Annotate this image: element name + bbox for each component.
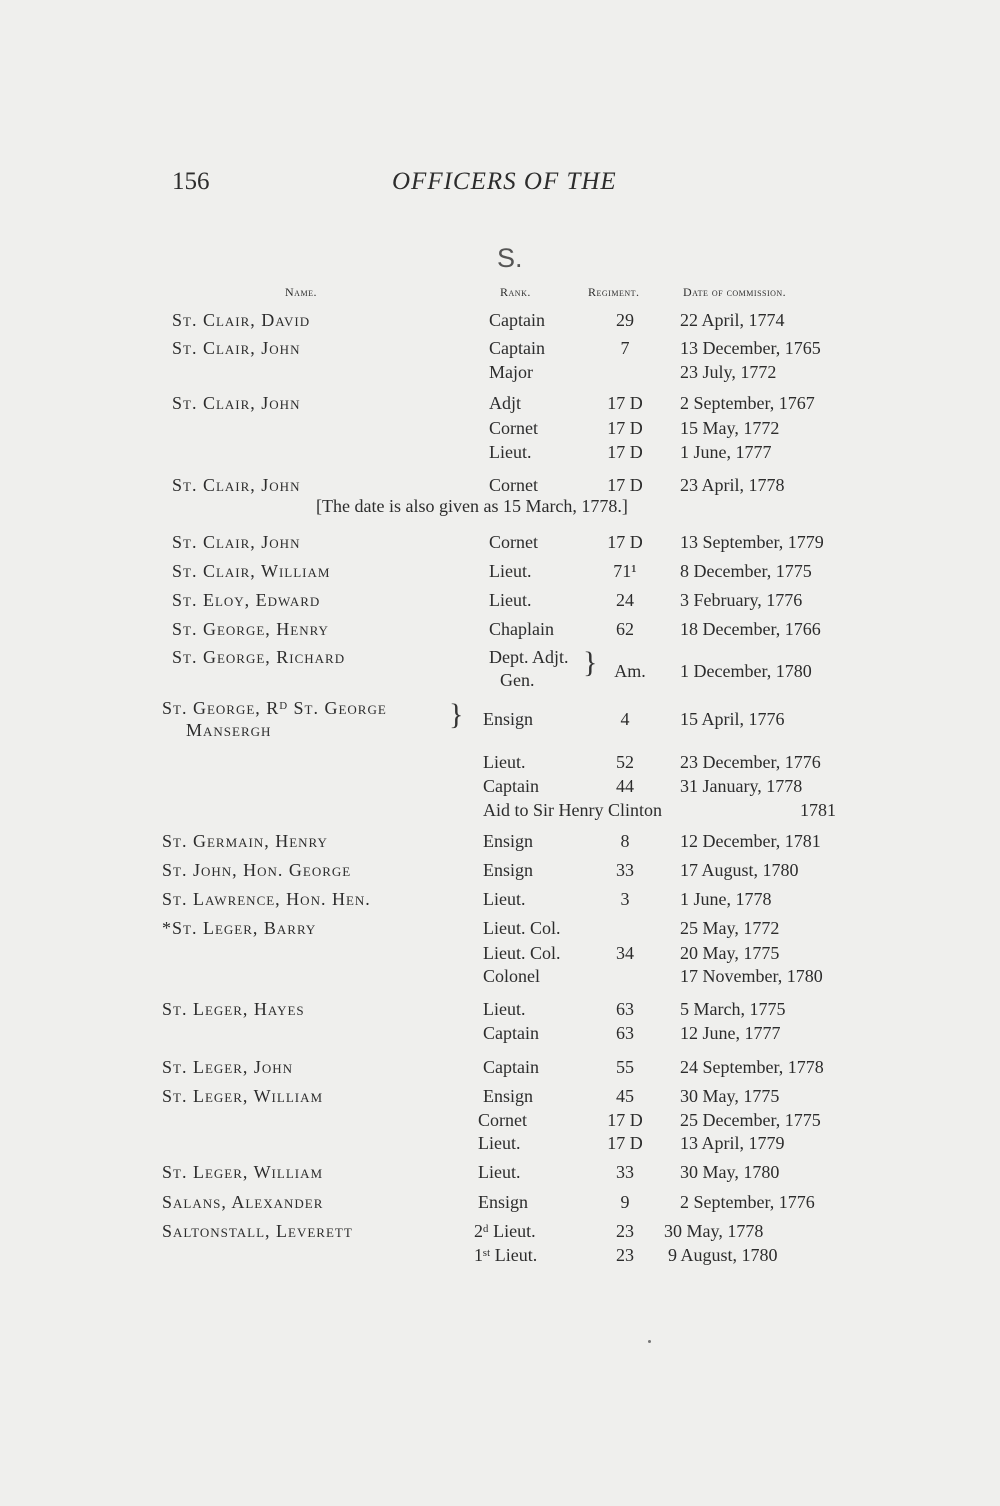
officer-name: St. Lawrence, Hon. Hen.	[162, 889, 371, 909]
commission-date: 1781	[800, 800, 836, 820]
table-row	[0, 310, 1000, 334]
table-row	[0, 362, 1000, 386]
officer-name: Saltonstall, Leverett	[162, 1221, 353, 1241]
regiment: 8	[620, 831, 630, 851]
commission-date: 8 December, 1775	[680, 561, 812, 581]
regiment: 33	[616, 860, 634, 880]
rank: Lieut. Col.	[483, 918, 561, 938]
running-title: OFFICERS OF THE	[392, 168, 617, 195]
officer-name: St. Clair, John	[172, 475, 301, 495]
regiment: 63	[616, 999, 634, 1019]
rank: Captain	[483, 1023, 539, 1043]
rank: Colonel	[483, 966, 540, 986]
table-row	[0, 418, 1000, 442]
table-row	[0, 1162, 1000, 1186]
rank: 1ˢᵗ Lieut.	[474, 1245, 538, 1265]
rank: Lieut.	[483, 752, 526, 772]
rank: Ensign	[483, 709, 534, 729]
officer-name: St. Leger, Hayes	[162, 999, 305, 1019]
commission-date: 30 May, 1780	[680, 1162, 780, 1182]
column-header-date: date of commission.	[683, 285, 787, 299]
rank: Ensign	[478, 1192, 529, 1212]
column-header-rank: rank.	[500, 285, 531, 299]
rank: Ensign	[483, 831, 534, 851]
ink-speck	[648, 1340, 651, 1343]
commission-date: 1 June, 1778	[680, 889, 772, 909]
commission-date: 13 December, 1765	[680, 338, 821, 358]
regiment: 17 D	[607, 1133, 643, 1153]
rank: Captain	[489, 338, 545, 358]
commission-date: 23 April, 1778	[680, 475, 785, 495]
officer-name: Salans, Alexander	[162, 1192, 324, 1212]
commission-date: 2 September, 1767	[680, 393, 815, 413]
table-row	[0, 1086, 1000, 1110]
commission-date: 30 May, 1775	[680, 1086, 780, 1106]
table-row	[0, 999, 1000, 1023]
officer-name: *St. Leger, Barry	[162, 918, 317, 938]
officer-name: St. Leger, John	[162, 1057, 294, 1077]
rank: Lieut. Col.	[483, 943, 561, 963]
regiment: 4	[620, 709, 630, 729]
table-row	[0, 752, 1000, 776]
column-header-name: Name.	[285, 285, 317, 299]
regiment: 7	[620, 338, 630, 358]
officer-name: St. Leger, William	[162, 1162, 324, 1182]
rank: Ensign	[483, 860, 534, 880]
column-header-regiment: regiment.	[588, 285, 640, 299]
officer-name: St. Clair, John	[172, 532, 301, 552]
section-letter: S.	[497, 243, 523, 273]
table-row	[0, 1133, 1000, 1157]
officer-name: St. George, Richard	[172, 647, 346, 667]
table-row	[0, 393, 1000, 417]
regiment: 44	[616, 776, 634, 796]
commission-date: 15 May, 1772	[680, 418, 780, 438]
rank: 2ᵈ Lieut.	[474, 1221, 536, 1241]
commission-date: 18 December, 1766	[680, 619, 821, 639]
commission-date: 22 April, 1774	[680, 310, 785, 330]
commission-date: 1 June, 1777	[680, 442, 772, 462]
regiment: 71¹	[613, 561, 637, 581]
officer-name: St. Clair, John	[172, 393, 301, 413]
rank: Captain	[489, 310, 545, 330]
officer-name: St. Eloy, Edward	[172, 590, 321, 610]
rank: Cornet	[478, 1110, 527, 1130]
commission-date: 25 May, 1772	[680, 918, 780, 938]
table-row	[0, 532, 1000, 556]
brace: }	[449, 698, 464, 731]
rank: Lieut.	[489, 590, 532, 610]
rank: Adjt	[489, 393, 522, 413]
regiment: 17 D	[607, 1110, 643, 1130]
officer-name: Mansergh	[186, 720, 272, 740]
table-row	[0, 1023, 1000, 1047]
regiment: 17 D	[607, 532, 643, 552]
officer-name: St. John, Hon. George	[162, 860, 352, 880]
table-row	[0, 831, 1000, 855]
regiment: 63	[616, 1023, 634, 1043]
regiment: 33	[616, 1162, 634, 1182]
regiment: 52	[616, 752, 634, 772]
rank: Captain	[483, 1057, 539, 1077]
commission-date: 20 May, 1775	[680, 943, 780, 963]
regiment: 62	[616, 619, 634, 639]
page-number: 156	[172, 168, 210, 195]
rank: Chaplain	[489, 619, 554, 639]
commission-date: 13 September, 1779	[680, 532, 824, 552]
table-row	[0, 1057, 1000, 1081]
regiment: 3	[620, 889, 630, 909]
officer-name: St. Clair, William	[172, 561, 331, 581]
commission-date: 15 April, 1776	[680, 709, 785, 729]
brace: }	[583, 646, 598, 679]
commission-date: 23 July, 1772	[680, 362, 777, 382]
regiment: 24	[616, 590, 634, 610]
officer-name: St. Germain, Henry	[162, 831, 328, 851]
officer-name: St. George, Henry	[172, 619, 329, 639]
commission-date: 24 September, 1778	[680, 1057, 824, 1077]
rank: Cornet	[489, 418, 538, 438]
table-row	[0, 590, 1000, 614]
table-row	[0, 720, 1000, 744]
table-row	[0, 561, 1000, 585]
table-row	[0, 442, 1000, 466]
rank: Aid to Sir Henry Clinton	[483, 800, 662, 820]
regiment: 23	[616, 1245, 634, 1265]
table-row	[0, 860, 1000, 884]
regiment: 29	[616, 310, 634, 330]
table-row	[0, 1221, 1000, 1245]
commission-date: 30 May, 1778	[664, 1221, 764, 1241]
rank: Lieut.	[478, 1133, 521, 1153]
commission-date: 12 June, 1777	[680, 1023, 781, 1043]
commission-date: 5 March, 1775	[680, 999, 786, 1019]
rank: Ensign	[483, 1086, 534, 1106]
commission-date: 23 December, 1776	[680, 752, 821, 772]
commission-date: 2 September, 1776	[680, 1192, 815, 1212]
rank: Lieut.	[483, 999, 526, 1019]
table-row	[0, 619, 1000, 643]
commission-date: 17 November, 1780	[680, 966, 823, 986]
officer-name: St. Clair, John	[172, 338, 301, 358]
table-row	[0, 918, 1000, 942]
table-row	[0, 776, 1000, 800]
table-row	[0, 670, 1000, 694]
rank: Lieut.	[489, 561, 532, 581]
table-row	[0, 1245, 1000, 1269]
rank: Major	[489, 362, 533, 382]
table-row	[0, 800, 1000, 824]
commission-date: 12 December, 1781	[680, 831, 821, 851]
regiment: 34	[616, 943, 634, 963]
table-row	[0, 1110, 1000, 1134]
rank: Lieut.	[489, 442, 532, 462]
regiment: 17 D	[607, 393, 643, 413]
commission-date: 1 December, 1780	[680, 661, 812, 681]
officer-name: St. Leger, William	[162, 1086, 324, 1106]
regiment: 23	[616, 1221, 634, 1241]
rank: Lieut.	[483, 889, 526, 909]
commission-date: 31 January, 1778	[680, 776, 803, 796]
footnote: [The date is also given as 15 March, 1778.]	[316, 496, 628, 516]
table-row	[0, 1192, 1000, 1216]
commission-date: 9 August, 1780	[668, 1245, 778, 1265]
table-row	[0, 889, 1000, 913]
rank: Lieut.	[478, 1162, 521, 1182]
officer-name: St. George, Rᴰ St. George	[162, 698, 387, 718]
regiment: 45	[616, 1086, 634, 1106]
officer-name: St. Clair, David	[172, 310, 311, 330]
commission-date: 3 February, 1776	[680, 590, 803, 610]
regiment: 55	[616, 1057, 634, 1077]
regiment: 17 D	[607, 418, 643, 438]
rank: Cornet	[489, 532, 538, 552]
regiment: 17 D	[607, 442, 643, 462]
rank: Captain	[483, 776, 539, 796]
commission-date: 17 August, 1780	[680, 860, 799, 880]
table-row	[0, 943, 1000, 967]
rank: Dept. Adjt.	[489, 647, 569, 667]
rank: Cornet	[489, 475, 538, 495]
regiment: Am.	[614, 661, 646, 681]
table-row	[0, 966, 1000, 990]
table-row	[0, 338, 1000, 362]
rank: Gen.	[500, 670, 535, 690]
commission-date: 25 December, 1775	[680, 1110, 821, 1130]
regiment: 17 D	[607, 475, 643, 495]
regiment: 9	[620, 1192, 630, 1212]
commission-date: 13 April, 1779	[680, 1133, 785, 1153]
